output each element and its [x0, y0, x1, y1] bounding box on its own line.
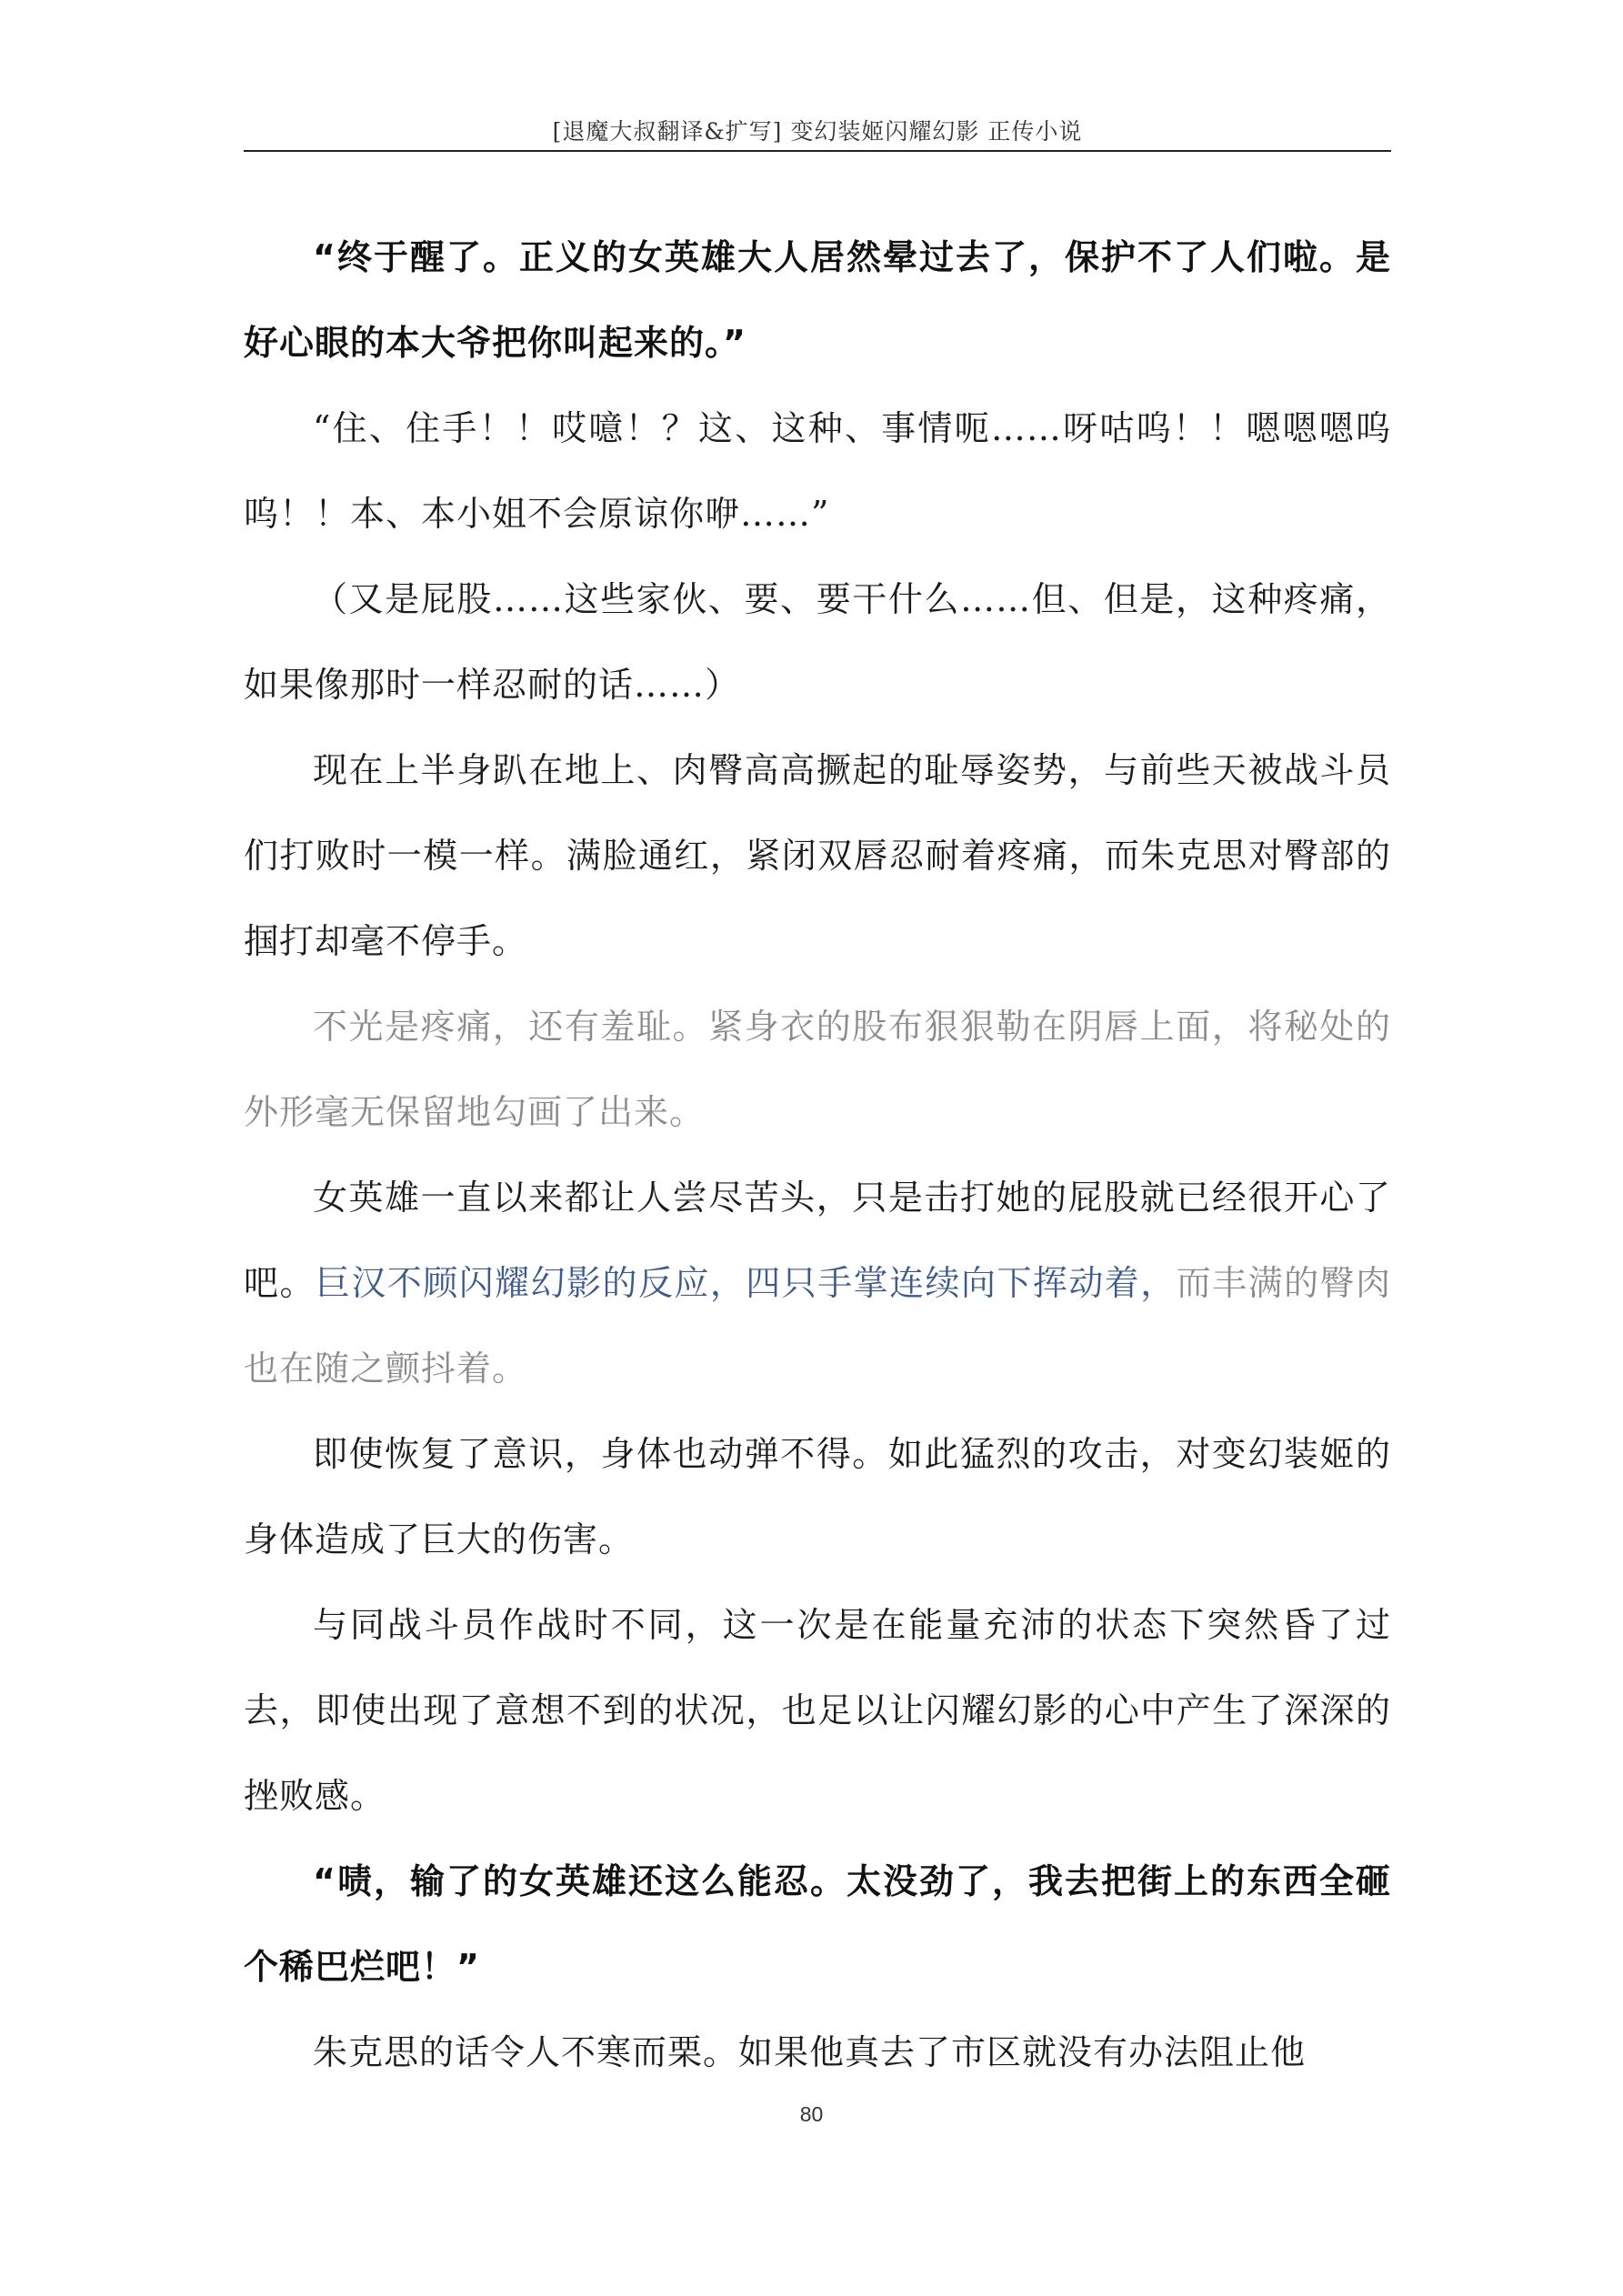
page-body — [244, 215, 1391, 2095]
paragraph-dialogue-1: “终于醒了。正义的女英雄大人居然晕过去了，保护不了人们啦。是好心眼的本大爷把你叫起来的。” — [244, 237, 1391, 363]
paragraph-narration-3 — [244, 1155, 1391, 1411]
paragraph-dialogue-3: “啧，输了的女英雄还这么能忍。太没劲了，我去把街上的东西全砸个稀巴烂吧！” — [244, 1861, 1391, 1987]
paragraph-segment-black: 女英雄一直以来都让人尝尽苦头，只是击打她的屁股就已经很开心了吧。 — [244, 1178, 1391, 1303]
paragraph-segment-blue: 巨汉不顾闪耀幻影的反应，四只手掌连续向下挥动着， — [315, 1263, 1177, 1303]
page-header: [退魔大叔翻译&扩写] 变幻装姬闪耀幻影 正传小说 — [552, 118, 1083, 145]
header-divider — [244, 150, 1391, 152]
paragraph-segment-gray: 而丰满的臀肉也在随之颤抖着。 — [244, 1263, 1391, 1389]
paragraph-narration-1: 现在上半身趴在地上、肉臀高高撅起的耻辱姿势，与前些天被战斗员们打败时一模一样。满脸通红，紧闭双唇忍耐着疼痛，而朱克思对臀部的掴打却毫不停手。 — [244, 750, 1391, 961]
paragraph-narration-5: 与同战斗员作战时不同，这一次是在能量充沛的状态下突然昏了过去，即使出现了意想不到的状况，也足以让闪耀幻影的心中产生了深深的挫败感。 — [244, 1605, 1391, 1816]
paragraph-narration-2: 不光是疼痛，还有羞耻。紧身衣的股布狠狠勒在阴唇上面，将秘处的外形毫无保留地勾画了出来。 — [244, 1007, 1391, 1132]
page-number: 80 — [799, 2102, 824, 2126]
paragraph-dialogue-2: “住、住手！！哎噫！？这、这种、事情呃……呀咕呜！！嗯嗯嗯呜呜！！本、本小姐不会原谅你咿……” — [244, 408, 1391, 534]
paragraph-narration-4: 即使恢复了意识，身体也动弹不得。如此猛烈的攻击，对变幻装姬的身体造成了巨大的伤害。 — [244, 1434, 1391, 1559]
paragraph-narration-6: 朱克思的话令人不寒而栗。如果他真去了市区就没有办法阻止他 — [313, 2032, 1307, 2072]
paragraph-inner-thought: （又是屁股……这些家伙、要、要干什么……但、但是，这种疼痛，如果像那时一样忍耐的话……） — [244, 579, 1391, 705]
